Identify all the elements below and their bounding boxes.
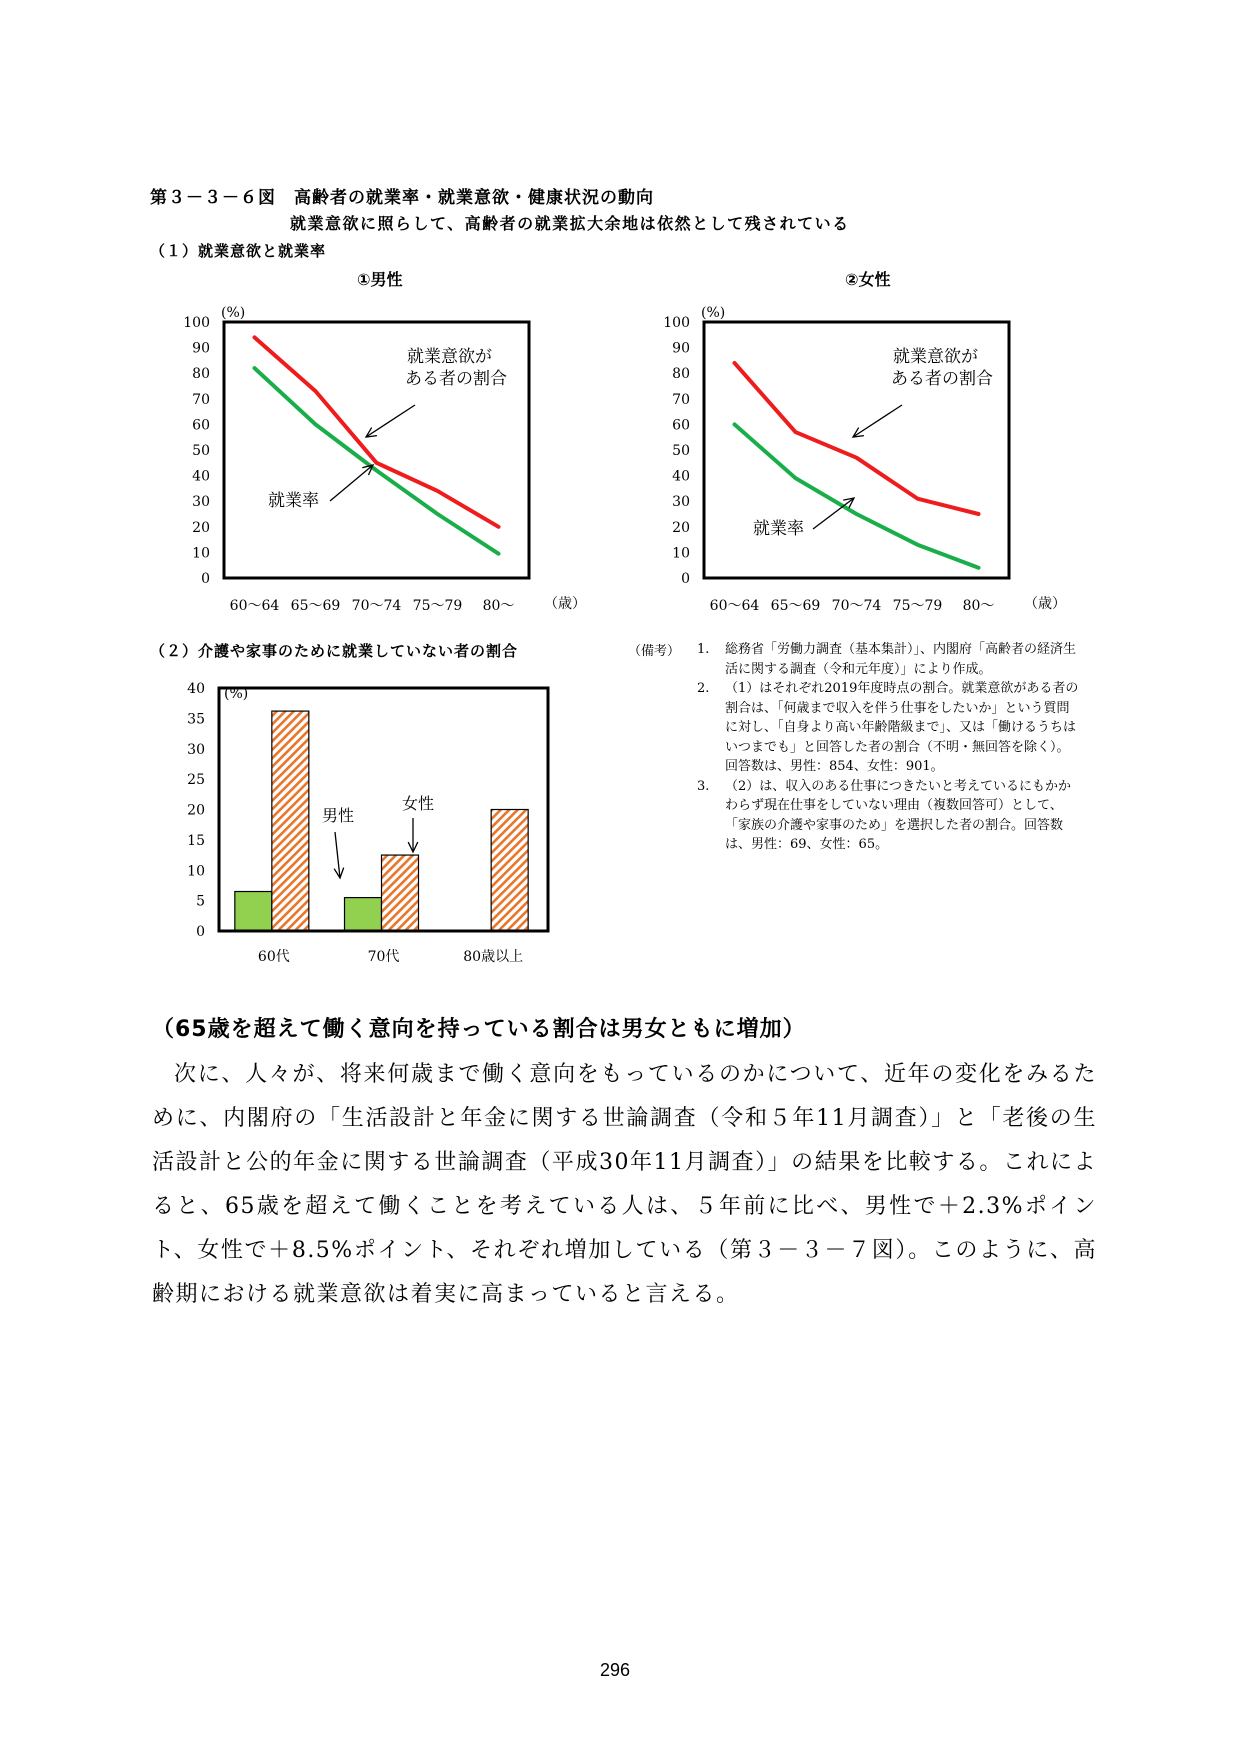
y-tick-label: 100 xyxy=(663,315,690,331)
y-tick-label: 20 xyxy=(187,802,205,819)
x-tick-label: 70代 xyxy=(367,949,400,965)
notes-head: （備考） xyxy=(628,644,681,659)
y-tick-label: 70 xyxy=(192,391,210,408)
note-number: 3. xyxy=(697,778,710,794)
annotation-willingness-arrow xyxy=(853,405,902,437)
x-tick-label: 80～ xyxy=(482,598,515,614)
annotation-willingness-line2: ある者の割合 xyxy=(405,369,507,389)
annotation-willingness-line1: 就業意欲が xyxy=(893,347,978,367)
notes xyxy=(697,640,1080,855)
legend-label-male: 男性 xyxy=(321,806,355,825)
y-tick-label: 15 xyxy=(187,832,205,849)
y-tick-label: 60 xyxy=(672,417,690,434)
annotation-willingness-line2: ある者の割合 xyxy=(891,369,993,389)
y-tick-label: 40 xyxy=(672,468,690,485)
y-tick-label: 30 xyxy=(192,494,210,511)
annotation-employment-arrow xyxy=(330,465,373,501)
y-axis-unit: (%) xyxy=(701,305,726,321)
bar-female xyxy=(491,810,528,932)
x-tick-label: 60～64 xyxy=(709,598,760,614)
y-tick-label: 10 xyxy=(187,863,205,880)
bar-female xyxy=(272,711,309,931)
y-tick-label: 80 xyxy=(192,366,210,383)
annotation-willingness-arrow xyxy=(366,405,415,437)
note-number: 1. xyxy=(697,642,710,657)
section1-title: （１）就業意欲と就業率 xyxy=(150,242,327,260)
male-line-chart xyxy=(160,295,620,615)
figure-title: 第３－３－６図 高齢者の就業率・就業意欲・健康状況の動向 xyxy=(150,188,654,208)
x-tick-label: 70～74 xyxy=(351,598,402,614)
note-text: （2）は、収入のある仕事につきたいと考えているにもかかわらず現在仕事をしていない理由（複数回答可）として、「家族の介護や家事のため」を選択した者の割合。回答数は、男性：69、女性：65。 xyxy=(725,778,1072,852)
y-tick-label: 35 xyxy=(187,711,205,728)
y-tick-label: 5 xyxy=(196,893,205,910)
x-tick-label: 75～79 xyxy=(892,598,943,614)
bar-male xyxy=(235,892,272,931)
bar-male xyxy=(345,898,382,931)
care-bar-chart xyxy=(160,665,620,975)
annotation-willingness-line1: 就業意欲が xyxy=(407,347,492,367)
article-body: 次に、人々が、将来何歳まで働く意向をもっているのかについて、近年の変化をみるために、内閣府の「生活設計と年金に関する世論調査（令和５年11月調査）」と「老後の生活設計と公的年金に関する世論調査（平成30年11月調査）」の結果を比較する。これによると、65歳を超えて働くことを考えている人は、５年前に比べ、男性で＋2.3%ポイント、女性で＋8.5%ポイント、それぞれ増加している（第３－３－７図）。このように、高齢期における就業意欲は着実に高まっていると言える。 xyxy=(152,1062,1097,1307)
y-tick-label: 50 xyxy=(192,443,210,459)
y-tick-label: 90 xyxy=(672,340,690,357)
x-tick-label: 65～69 xyxy=(770,598,821,614)
female-chart-title: ②女性 xyxy=(845,270,891,289)
note-item xyxy=(697,640,1080,679)
y-tick-label: 60 xyxy=(192,417,210,434)
y-tick-label: 30 xyxy=(672,494,690,511)
x-tick-label: 70～74 xyxy=(831,598,882,614)
y-axis-unit: (%) xyxy=(221,305,246,321)
note-item xyxy=(697,777,1080,855)
y-tick-label: 0 xyxy=(681,571,690,587)
page-number: 296 xyxy=(600,1660,631,1680)
y-tick-label: 20 xyxy=(192,519,210,536)
y-axis-unit: (%) xyxy=(224,686,249,702)
y-tick-label: 0 xyxy=(196,924,205,940)
x-axis-unit: （歳） xyxy=(1024,596,1066,612)
x-tick-label: 75～79 xyxy=(412,598,463,614)
female-line-chart xyxy=(650,295,1090,615)
y-tick-label: 100 xyxy=(183,315,210,331)
annotation-employment-label: 就業率 xyxy=(753,519,804,539)
note-text: 総務省「労働力調査（基本集計）」、内閣府「高齢者の経済生活に関する調査（令和元年度）」により作成。 xyxy=(725,642,1077,677)
series-line-employment xyxy=(735,424,979,567)
annotation-employment-label: 就業率 xyxy=(268,491,319,511)
x-tick-label: 80歳以上 xyxy=(463,949,524,965)
y-tick-label: 80 xyxy=(672,366,690,383)
y-tick-label: 40 xyxy=(192,468,210,485)
bar-female xyxy=(382,855,419,931)
note-text: （1）はそれぞれ2019年度時点の割合。就業意欲がある者の割合は、「何歳まで収入を伴う仕事をしたいか」という質問に対し、「自身より高い年齢階級まで」、又は「働けるうちはいつまでも」と回答した者の割合（不明・無回答を除く）。回答数は、男性：854、女性：901。 xyxy=(725,681,1079,774)
y-tick-label: 10 xyxy=(192,545,210,562)
article-heading: （65歳を超えて働く意向を持っている割合は男女ともに増加） xyxy=(152,1017,806,1042)
y-tick-label: 10 xyxy=(672,545,690,562)
legend-label-female: 女性 xyxy=(401,794,435,813)
y-tick-label: 70 xyxy=(672,391,690,408)
x-tick-label: 65～69 xyxy=(290,598,341,614)
y-tick-label: 40 xyxy=(187,681,205,697)
x-tick-label: 60代 xyxy=(257,949,290,965)
figure-subtitle: 就業意欲に照らして、高齢者の就業拡大余地は依然として残されている xyxy=(290,214,850,233)
x-tick-label: 60～64 xyxy=(229,598,280,614)
x-axis-unit: （歳） xyxy=(544,596,586,612)
y-tick-label: 90 xyxy=(192,340,210,357)
y-tick-label: 0 xyxy=(201,571,210,587)
y-tick-label: 25 xyxy=(187,772,205,789)
y-tick-label: 50 xyxy=(672,443,690,459)
x-tick-label: 80～ xyxy=(962,598,995,614)
male-chart-title: ①男性 xyxy=(357,270,403,289)
section2-title: （２）介護や家事のために就業していない者の割合 xyxy=(150,642,519,660)
note-item xyxy=(697,679,1080,777)
y-tick-label: 20 xyxy=(672,519,690,536)
note-number: 2. xyxy=(697,681,710,696)
y-tick-label: 30 xyxy=(187,741,205,758)
